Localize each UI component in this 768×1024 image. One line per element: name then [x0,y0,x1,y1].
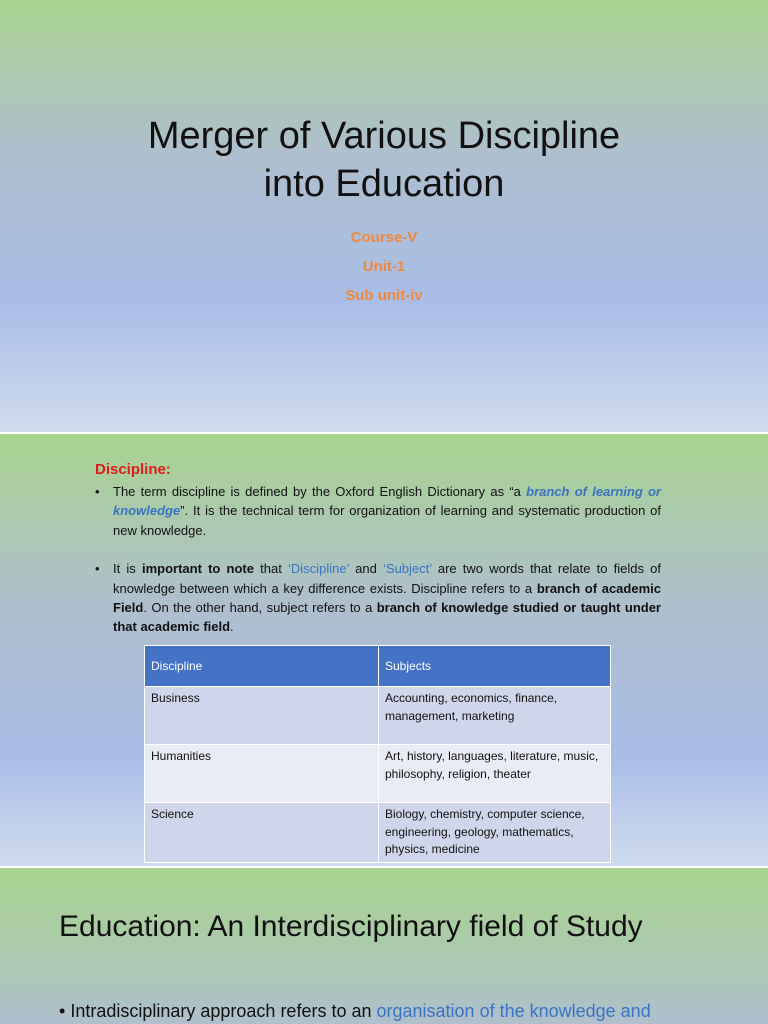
table-header-row [145,646,611,687]
slide-education [0,868,768,1024]
table-cell-discipline: Humanities [145,745,379,803]
bullet2-t4: are two words that relate to fields of knowledge between which a key difference exists. Discipline refers to a [113,561,661,596]
course-label: Course-V [350,229,418,246]
discipline-bullets [95,482,661,637]
table-row [145,803,611,863]
unit-label: Unit-1 [362,258,406,275]
subunit-label: Sub unit-iv [345,287,423,304]
discipline-table [144,645,611,863]
table-row [145,687,611,745]
bullet2-t3: and [348,561,384,577]
bullet2-t2: that [253,561,289,577]
table-header-discipline: Discipline [145,646,379,687]
bullet2-b3: branch of knowledge studied or taught under that academic field [113,600,661,635]
bullet2-t5: . On the other hand, subject refers to a [143,600,377,616]
bullet2-b2: branch of academic Field [113,580,661,616]
main-title-line2: into Education [263,163,505,205]
table-cell-subjects: Art, history, languages, literature, music, philosophy, religion, theater [379,745,611,803]
table-cell-subjects: Accounting, economics, finance, management, marketing [379,687,611,745]
main-title-line1: Merger of Various Discipline [147,115,621,157]
bullet1-part1: The term discipline is defined by the Oxford English Dictionary as “a [113,484,527,499]
table-header-subjects: Subjects [379,646,611,687]
bullet2-q1: ‘Discipline’ [288,561,349,577]
bullet-definition [95,482,661,540]
table-row [145,745,611,803]
slide-title [0,0,768,432]
bullet2-t1: It is [113,561,142,577]
main-title [0,112,768,208]
table-cell-subjects: Biology, chemistry, computer science, engineering, geology, mathematics, physics, medicine [379,803,611,863]
table-cell-discipline: Science [145,803,379,863]
bullet1-part2: ”. It is the technical term for organization of learning and systematic production of new knowledge. [113,503,661,538]
education-title: Education: An Interdisciplinary field of Study [59,910,643,943]
bullet-difference [95,559,661,637]
bullet2-q2: ‘Subject’ [383,561,432,577]
bullet1-emphasis: branch of learning or knowledge [113,484,661,519]
intradisciplinary-link-text: organisation of the knowledge and [376,1001,651,1021]
bullet2-b1: important to note [141,561,254,577]
bullet-dot-icon: • [59,1001,66,1021]
bullet2-t6: . [230,619,234,635]
intradisciplinary-bullet [59,1001,651,1022]
intradisciplinary-text: Intradisciplinary approach refers to an [70,1001,377,1021]
table-cell-discipline: Business [145,687,379,745]
slide-discipline [0,434,768,866]
discipline-heading: Discipline: [95,461,171,478]
bullet-dot-icon: • [95,484,100,499]
bullet-dot-icon: • [95,561,100,577]
